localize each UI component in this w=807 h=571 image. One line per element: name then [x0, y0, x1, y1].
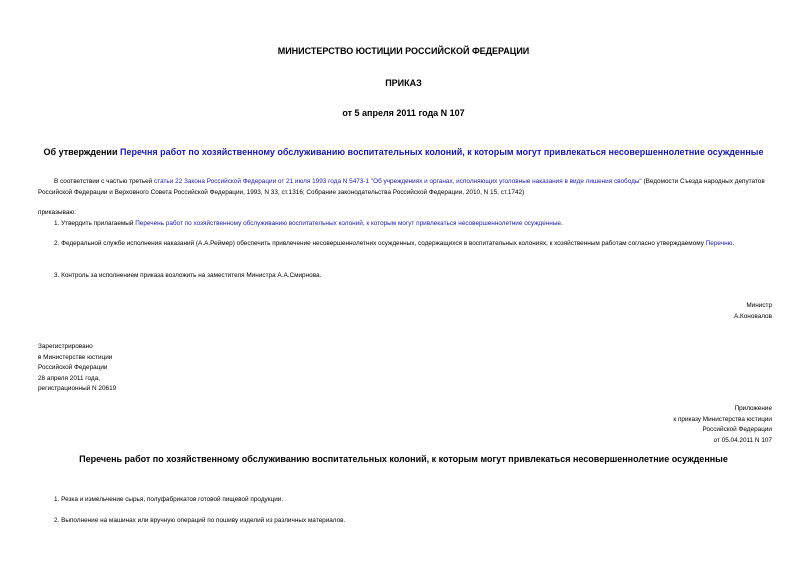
- title-prefix: Об утверждении: [43, 147, 120, 157]
- title-link[interactable]: Перечня работ по хозяйственному обслуживанию воспитательных колоний, к которым могут привлекаться несовершеннолетние осужденные: [120, 147, 764, 157]
- order-item-3: 3. Контроль за исполнением приказа возложить на заместителя Министра А.А.Смирнова.: [54, 272, 322, 279]
- signature-block: [560, 301, 772, 322]
- appendix-line: к приказу Министерства юстиции: [673, 415, 772, 423]
- item2-text: 2. Федеральной службе исполнения наказаний (А.А.Реймер) обеспечить привлечение несовершеннолетних осужденных, содержащихся в воспитательных колониях, к хозяйственным работам согласно утверждаемому: [54, 240, 706, 247]
- document-date-number: от 5 апреля 2011 года N 107: [342, 108, 465, 118]
- order-word: приказываю:: [38, 209, 76, 216]
- appendix-line: Приложение: [734, 405, 772, 412]
- order-item-2: [38, 239, 772, 250]
- item2-suffix: .: [732, 240, 735, 247]
- signature-position: Министр: [746, 302, 772, 309]
- signature-name: А.Коновалов: [733, 312, 772, 320]
- registration-line: Зарегистрировано: [38, 343, 93, 350]
- preamble-text: В соответствии с частью третьей: [54, 178, 155, 185]
- list-title: Перечень работ по хозяйственному обслуживанию воспитательных колоний, к которым могут привлекаться несовершеннолетние осужденные: [79, 454, 728, 464]
- document-type: ПРИКАЗ: [385, 78, 422, 88]
- appendix-block: [470, 404, 772, 446]
- law-article-link[interactable]: статьи 22 Закона Российской Федерации от 21 июля 1993 года N 5473-1 "Об учреждениях и органах, исполняющих уголовные наказания в виде лишения свободы": [154, 178, 642, 185]
- item1-suffix: .: [560, 220, 563, 227]
- document-title: [0, 147, 807, 157]
- list-item-1: 1. Резка и измельчение сырья, полуфабрикатов готовой пищевой продукции.: [54, 496, 284, 503]
- list-item-2: 2. Выполнение на машинах или вручную операций по пошиву изделий из различных материалов.: [54, 517, 346, 524]
- registration-line: 28 апреля 2011 года,: [38, 374, 100, 382]
- registration-line: Российской Федерации: [38, 364, 108, 371]
- registration-block: [38, 342, 338, 395]
- preamble-text-cont: (Ведомости Съезда народных депутатов Российской Федерации и Верховного Совета Российской Федерации, 1993, N 33, ст.1316; Собрание законодательства Российской Федерации, 2010, N 15, ст.1742): [38, 178, 765, 196]
- list-link[interactable]: Перечень работ по хозяйственному обслуживанию воспитательных колоний, к которым могут привлекаться несовершеннолетние осужденные: [135, 220, 561, 227]
- order-item-1: [54, 219, 772, 230]
- appendix-line: Российской Федерации: [702, 426, 772, 433]
- list-short-link[interactable]: Перечню: [705, 240, 733, 247]
- registration-line: в Министерстве юстиции: [38, 353, 113, 361]
- appendix-line: от 05.04.2011 N 107: [713, 436, 772, 444]
- item1-prefix: 1. Утвердить прилагаемый: [54, 220, 136, 227]
- ministry-heading: МИНИСТЕРСТВО ЮСТИЦИИ РОССИЙСКОЙ ФЕДЕРАЦИИ: [277, 46, 530, 56]
- registration-line: регистрационный N 20619: [38, 385, 117, 392]
- preamble: [38, 177, 772, 198]
